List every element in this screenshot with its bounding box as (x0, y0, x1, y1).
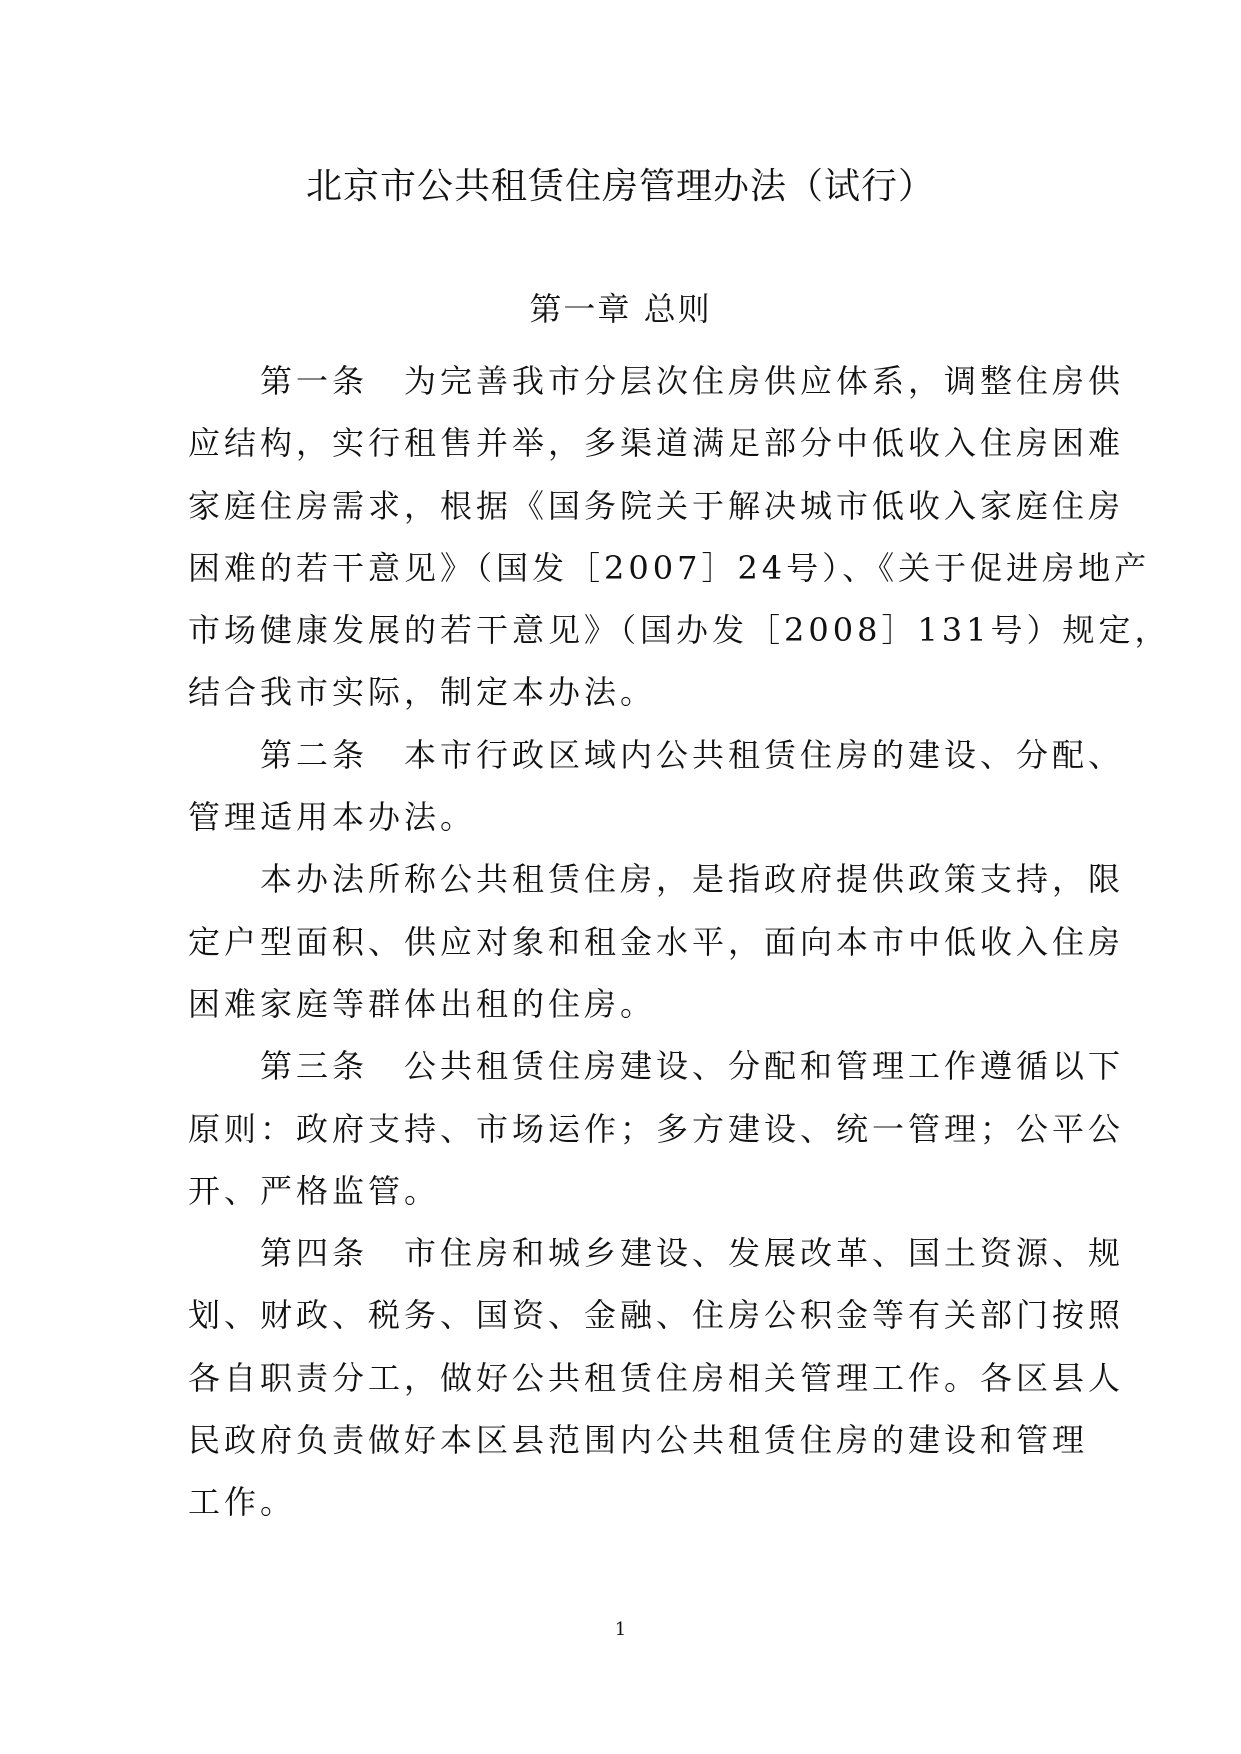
line-text: 困难家庭等群体出租的住房。 (188, 984, 657, 1023)
text-line (188, 1098, 1125, 1160)
line-text: 公共租赁住房建设、分配和管理工作遵循以下 (404, 1047, 1125, 1086)
line-text: 民政府负责做好本区县范围内公共租赁住房的建设和管理 (188, 1421, 1089, 1460)
text-line (188, 661, 1058, 723)
line-text: 市住房和城乡建设、发展改革、国土资源、规 (404, 1234, 1125, 1273)
page-number: 1 (614, 1619, 627, 1640)
text-line (188, 475, 1125, 537)
document-title: 北京市公共租赁住房管理办法（试行） (305, 166, 935, 207)
text-line (188, 1222, 1125, 1284)
text-line (188, 848, 1125, 910)
line-text: 结合我市实际，制定本办法。 (188, 673, 657, 712)
line-text: 为完善我市分层次住房供应体系，调整住房供 (404, 362, 1125, 400)
line-text: 各自职责分工，做好公共租赁住房相关管理工作。各区县人 (188, 1358, 1125, 1397)
document-body (188, 350, 1171, 1534)
line-text: 原则：政府支持、市场运作；多方建设、统一管理；公平公 (188, 1109, 1125, 1148)
line-text: 管理适用本办法。 (188, 798, 477, 837)
article-label: 第二条 (260, 735, 369, 774)
text-line (188, 1471, 1058, 1533)
line-text: 应结构，实行租售并举，多渠道满足部分中低收入住房困难 (188, 424, 1125, 463)
article-label: 第一条 (260, 362, 369, 400)
text-line (188, 1284, 1125, 1346)
text-line (188, 911, 1125, 973)
line-text: 困难的若干意见》（国发［2007］24号）、《关于促进房地产 (188, 548, 1151, 587)
line-text: 家庭住房需求，根据《国务院关于解决城市低收入家庭住房 (188, 486, 1125, 525)
text-line (188, 599, 1171, 661)
text-line (188, 724, 1125, 786)
line-text: 市场健康发展的若干意见》（国办发［2008］131号）规定， (188, 611, 1171, 650)
line-text: 划、财政、税务、国资、金融、住房公积金等有关部门按照 (188, 1296, 1125, 1335)
line-text: 本市行政区域内公共租赁住房的建设、分配、 (404, 735, 1125, 774)
text-line (188, 412, 1125, 474)
text-line (188, 1347, 1125, 1409)
text-line (188, 350, 1125, 412)
line-text: 开、严格监管。 (188, 1171, 441, 1210)
text-line (188, 537, 1151, 599)
line-text: 定户型面积、供应对象和租金水平，面向本市中低收入住房 (188, 922, 1125, 961)
text-line (188, 1160, 1058, 1222)
chapter-heading: 第一章 总则 (529, 290, 712, 328)
article-label: 第四条 (260, 1234, 369, 1273)
line-text: 工作。 (188, 1483, 297, 1522)
text-line (188, 1409, 1089, 1471)
line-text: 本办法所称公共租赁住房，是指政府提供政策支持，限 (260, 860, 1125, 899)
text-line (188, 1035, 1125, 1097)
text-line (188, 973, 1058, 1035)
text-line (188, 786, 1058, 848)
article-label: 第三条 (260, 1047, 369, 1086)
